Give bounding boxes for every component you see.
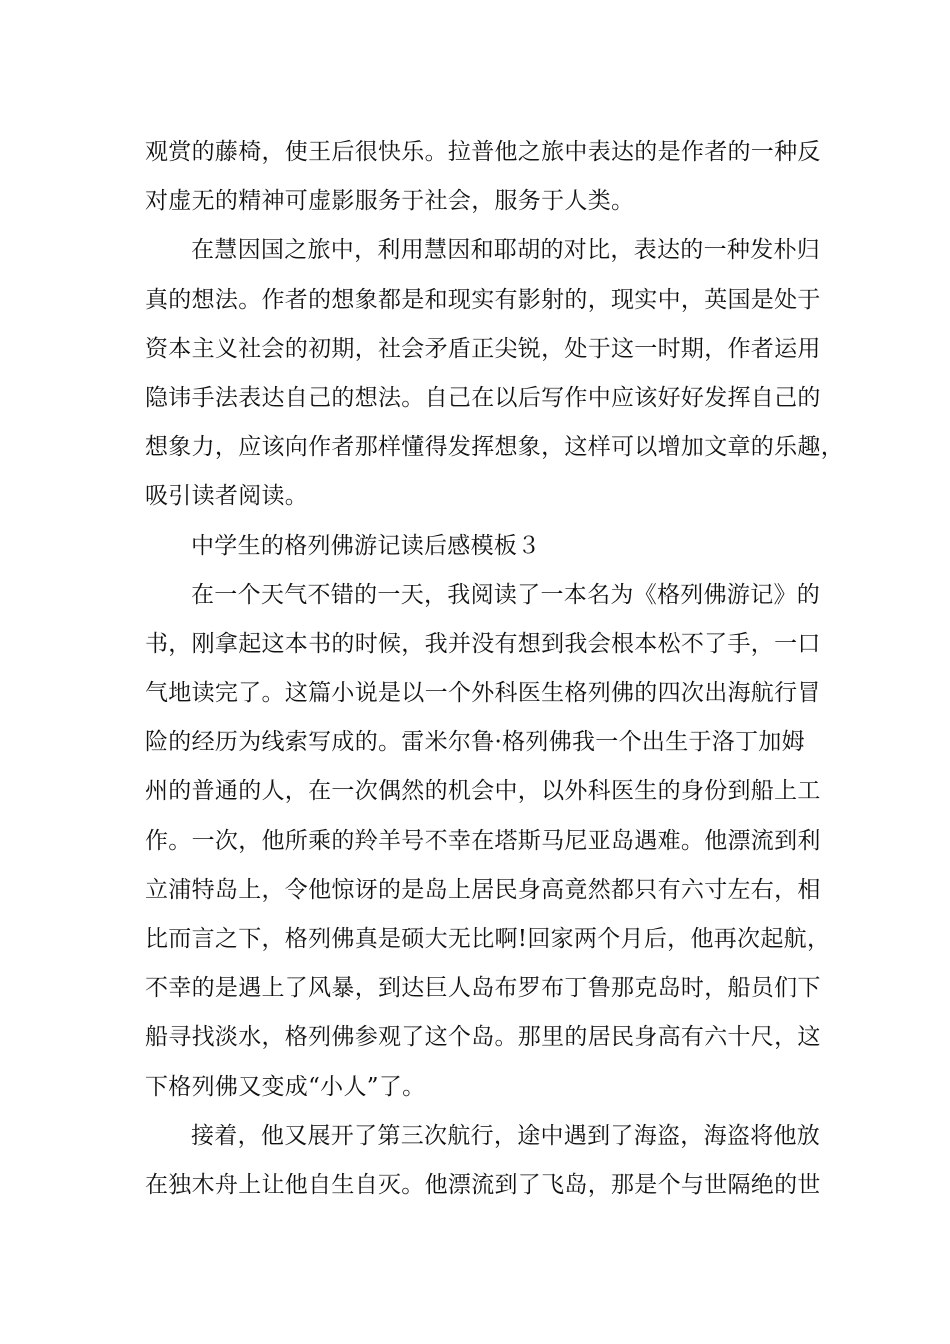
text-line: 资本主义社会的初期，社会矛盾正尖锐，处于这一时期，作者运用 [145, 335, 821, 362]
text-line: 下格列佛又变成“小人”了。 [145, 1073, 426, 1100]
text-line: 书，刚拿起这本书的时候，我并没有想到我会根本松不了手，一口 [145, 630, 821, 657]
text-line: 在慧因国之旅中，利用慧因和耶胡的对比，表达的一种发朴归 [191, 237, 821, 264]
text-line: 船寻找淡水，格列佛参观了这个岛。那里的居民身高有六十尺，这 [145, 1024, 821, 1051]
text-line: 想象力，应该向作者那样懂得发挥想象，这样可以增加文章的乐趣， [145, 434, 844, 461]
text-line: 吸引读者阅读。 [145, 483, 309, 510]
text-line: 隐讳手法表达自己的想法。自己在以后写作中应该好好发挥自己的 [145, 384, 821, 411]
text-line: 真的想法。作者的想象都是和现实有影射的，现实中，英国是处于 [145, 286, 821, 313]
text-line: 作。一次，他所乘的羚羊号不幸在塔斯马尼亚岛遇难。他漂流到利 [145, 827, 821, 854]
text-line: 险的经历为线索写成的。雷米尔鲁·格列佛我一个出生于洛丁加姆 [145, 729, 806, 756]
body-text [145, 128, 844, 1210]
text-line: 立浦特岛上，令他惊讶的是岛上居民身高竟然都只有六寸左右，相 [145, 876, 821, 903]
section-heading: 中学生的格列佛游记读后感模板３ [191, 532, 541, 559]
text-line: 在一个天气不错的一天，我阅读了一本名为《格列佛游记》的 [191, 581, 821, 608]
text-line: 气地读完了。这篇小说是以一个外科医生格列佛的四次出海航行冒 [145, 680, 821, 707]
text-line: 不幸的是遇上了风暴，到达巨人岛布罗布丁鲁那克岛时，船员们下 [145, 975, 821, 1002]
text-line: 接着，他又展开了第三次航行，途中遇到了海盗，海盗将他放 [191, 1122, 821, 1149]
text-line: 州的普通的人，在一次偶然的机会中，以外科医生的身份到船上工 [145, 778, 821, 805]
text-line: 在独木舟上让他自生自灭。他漂流到了飞岛，那是个与世隔绝的世 [145, 1171, 821, 1198]
text-line: 对虚无的精神可虚影服务于社会，服务于人类。 [145, 188, 635, 215]
text-line: 观赏的藤椅，使王后很快乐。拉普他之旅中表达的是作者的一种反 [145, 139, 821, 165]
text-line: 比而言之下，格列佛真是硕大无比啊!回家两个月后，他再次起航， [145, 926, 831, 952]
